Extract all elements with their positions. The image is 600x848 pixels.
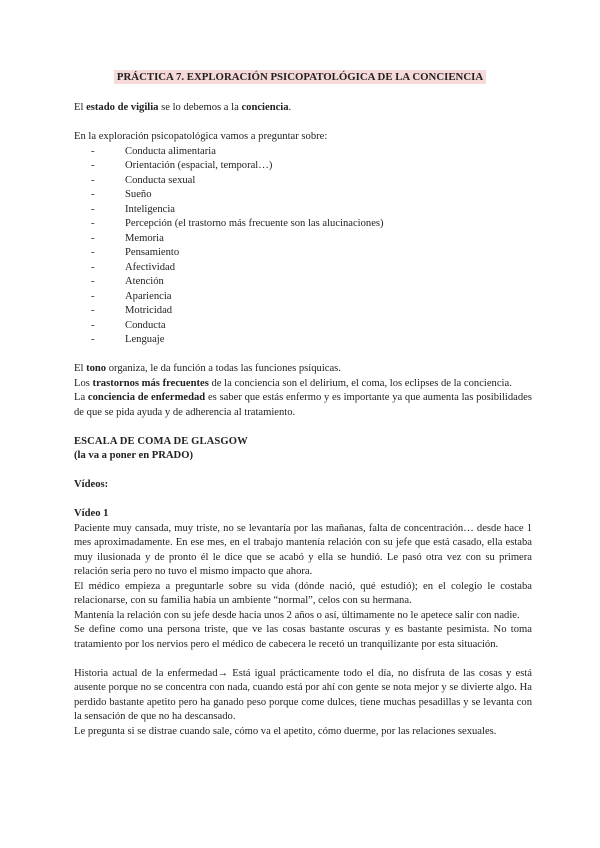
list-item: - Conducta sexual xyxy=(91,174,532,189)
bold-term-conciencia: conciencia xyxy=(241,102,289,113)
video1-paragraph: El médico empieza a preguntarle sobre su vida (dónde nació, qué estudió); en el colegio le costaba relacionarse, con su familia había un ambiente “normal”, celos con su hermana. xyxy=(74,580,532,606)
bold-term-trastornos: trastornos más frecuentes xyxy=(92,377,209,389)
glasgow-heading: ESCALA DE COMA DE GLASGOW xyxy=(74,435,248,447)
list-item: - Apariencia xyxy=(91,290,532,305)
list-item: - Percepción (el trastorno más frecuente son las alucinaciones) xyxy=(91,217,532,232)
list-item: - Conducta alimentaria xyxy=(91,145,532,160)
video1-paragraph: Mantenía la relación con su jefe desde hacia unos 2 años o así, últimamente no le apetece salir con nadie. xyxy=(74,609,520,621)
text-run: El xyxy=(74,102,87,113)
list-item: - Orientación (espacial, temporal…) xyxy=(91,159,532,174)
trastornos-line xyxy=(74,377,532,392)
list-item: - Inteligencia xyxy=(91,203,532,218)
list-item: - Memoria xyxy=(91,232,532,247)
text-run: organiza, le da función a todas las funciones psíquicas. xyxy=(106,363,341,374)
video1-paragraph: Se define como una persona triste, que ve las cosas bastante oscuras y es bastante pesimista. No toma tratamiento por los nervios pero el médico de cabecera le recetó un tranquilizante por esta situación. xyxy=(74,624,532,650)
glasgow-subheading: (la va a poner en PRADO) xyxy=(74,450,193,461)
bold-term-tono: tono xyxy=(86,363,107,374)
conciencia-enfermedad-line xyxy=(74,391,532,420)
page-title-text: PRÁCTICA 7. EXPLORACIÓN PSICOPATOLÓGICA DE LA CONCIENCIA xyxy=(114,70,486,84)
text-run: de la conciencia son el delirium, el coma, los eclipses de la conciencia. xyxy=(208,377,512,389)
video1-paragraph: Paciente muy cansada, muy triste, no se levantaría por las mañanas, falta de concentración… desde hace 1 mes aproximadamente. En ese mes, en el trabajo mantenía relación con su jefe que está casado, ella estaba muy ilusionada y de pronto él le dice que se acabó y ella se hundió. Le pasó otra vez con su primera relación seria pero no tuvo el mismo impacto que ahora. xyxy=(74,522,532,577)
intro-paragraph-1 xyxy=(74,101,532,116)
bold-term-vigilia: estado de vigilia xyxy=(86,102,159,113)
list-item: - Conducta xyxy=(91,319,532,334)
list-item: - Atención xyxy=(91,275,532,290)
list-item: - Pensamiento xyxy=(91,246,532,261)
text-run: La xyxy=(74,392,88,403)
videos-heading: Vídeos: xyxy=(74,479,109,490)
tono-line xyxy=(74,362,532,377)
page-title xyxy=(0,70,600,86)
list-item: - Sueño xyxy=(91,188,532,203)
intro-paragraph-2: En la exploración psicopatológica vamos a preguntar sobre: xyxy=(74,131,328,142)
list-item: - Motricidad xyxy=(91,304,532,319)
exploration-list xyxy=(74,145,532,348)
bold-term-conciencia-enfermedad: conciencia de enfermedad xyxy=(87,392,206,403)
text-run: se lo debemos a la xyxy=(158,102,242,113)
video1-heading: Vídeo 1 xyxy=(74,508,109,519)
text-run: . xyxy=(288,102,292,113)
list-item: - Afectividad xyxy=(91,261,532,276)
video1-paragraph: Historia actual de la enfermedad→ Está igual prácticamente todo el día, no disfruta de las cosas y está ausente porque no se concentra con nada, cuando está por ahí con gente se nota mejor y se divierte algo. Ha perdido bastante apetito pero ha ganado peso porque come dulces, tiene muchas pesadillas y se levanta con la sensación de que no ha descansado. xyxy=(74,667,532,722)
list-item: - Lenguaje xyxy=(91,333,532,348)
text-run: El xyxy=(74,363,87,374)
text-run: es saber que estás enfermo y es importante ya que aumenta las posibilidades de que se pida ayuda y de adherencia al tratamiento. xyxy=(74,392,533,418)
text-run: Los xyxy=(74,377,93,389)
document-body xyxy=(74,101,532,739)
video1-paragraph: Le pregunta si se distrae cuando sale, cómo va el apetito, cómo duerme, por las relaciones sexuales. xyxy=(74,725,497,737)
